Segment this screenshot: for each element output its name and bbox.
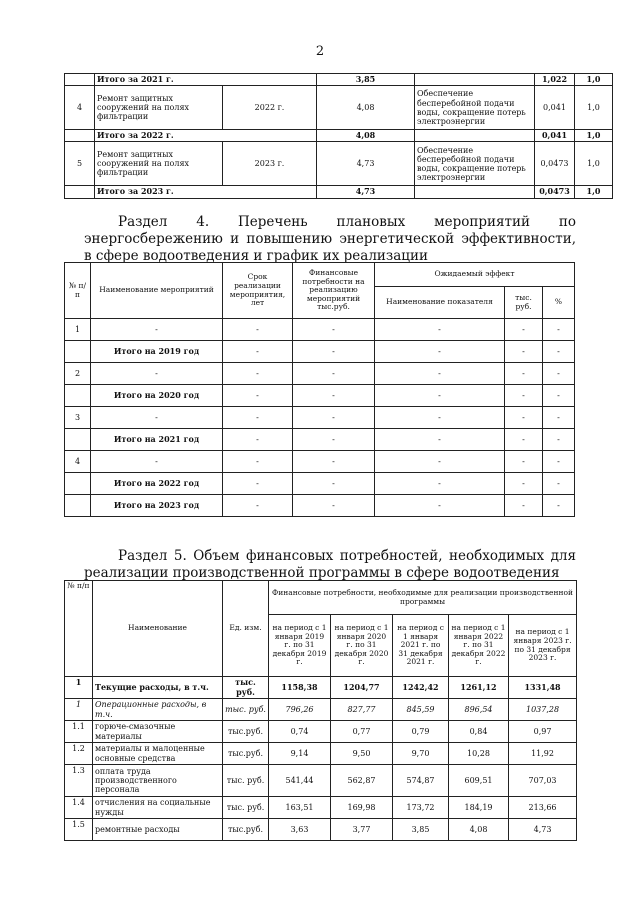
cell-value: - [223,341,293,363]
cell-value: 562,87 [331,765,393,797]
header-thous: тыс. руб. [505,287,543,319]
cell-value: - [375,341,505,363]
cell-value: 163,51 [269,797,331,819]
cell-name: Итого на 2019 год [91,341,223,363]
cell-value: 0,0473 [535,186,575,198]
cell-num: 3 [65,407,91,429]
cell-value: - [293,385,375,407]
cell-value: 9,14 [269,743,331,765]
cell-value: - [223,407,293,429]
cell-num: 1.3 [65,765,93,797]
header-period: Срок реализации мероприятия, лет [223,263,293,319]
cell-cost: 4,73 [317,186,415,198]
events-continuation-table [64,73,613,199]
cell-value: - [543,385,575,407]
cell-total-label: Итого за 2021 г. [95,74,317,86]
cell-name: отчисления на социальные нужды [93,797,223,819]
cell-value: - [293,319,375,341]
cell-value: 3,63 [269,819,331,841]
cell-num: 1.4 [65,797,93,819]
header-name: Наименование мероприятий [91,263,223,319]
cell-value: - [505,473,543,495]
cell-value: - [543,473,575,495]
cell-value: - [223,473,293,495]
cell-value: 9,50 [331,743,393,765]
cell-year: 2022 г. [223,86,317,130]
cell-cost: 4,08 [317,130,415,142]
cell-value: 0,97 [509,721,577,743]
cell-value: - [543,495,575,517]
cell-value: 4,73 [509,819,577,841]
total-row [65,130,613,142]
cell-value: 173,72 [393,797,449,819]
s5-header-num: № п/п [65,581,93,677]
section4-title: Раздел 4. Перечень плановых мероприятий по энергосбережению и повышению энергетической эффективности, в сфере водоотведения и график их реализации [84,214,576,264]
cell-value: 541,44 [269,765,331,797]
cell-value: - [505,429,543,451]
cell-name: - [91,363,223,385]
header-num: № п/п [65,263,91,319]
cell-value: - [293,451,375,473]
cell-value: - [375,319,505,341]
cell-value: 0,0473 [535,142,575,186]
cell-num [65,74,95,86]
cell-value: - [223,319,293,341]
cell-effect: Обеспечение бесперебойной подачи воды, сокращение потерь электроэнергии [415,142,535,186]
cell-value: - [293,495,375,517]
cell-total-label: Итого за 2023 г. [95,186,317,198]
cell-value: 0,84 [449,721,509,743]
cell-unit: тыс.руб. [223,743,269,765]
table-row [65,765,577,797]
cell-value: - [223,363,293,385]
cell-num [65,385,91,407]
table-row [65,721,577,743]
cell-name: - [91,451,223,473]
s5-header-group: Финансовые потребности, необходимые для реализации производственной программы [269,581,577,615]
cell-num [65,473,91,495]
cell-value: - [375,495,505,517]
cell-value: 3,85 [393,819,449,841]
cell-unit: тыс. руб. [223,765,269,797]
table-row [65,363,575,385]
cell-num: 1 [65,319,91,341]
total-row [65,186,613,198]
cell-value: 845,59 [393,699,449,721]
s5-header-name: Наименование [93,581,223,677]
table-row [65,142,613,186]
cell-num [65,429,91,451]
cell-name: Операционные расходы, в т.ч. [93,699,223,721]
section5-table [64,580,577,841]
cell-unit: тыс.руб. [223,721,269,743]
cell-name: - [91,319,223,341]
cell-pct: 1,0 [575,74,613,86]
cell-value: 0,041 [535,130,575,142]
s5-header-unit: Ед. изм. [223,581,269,677]
cell-cost: 4,73 [317,142,415,186]
table-row [65,429,575,451]
cell-pct: 1,0 [575,130,613,142]
cell-num: 5 [65,142,95,186]
cell-value: - [543,407,575,429]
table-row [65,86,613,130]
cell-value: - [375,473,505,495]
cell-value: - [293,341,375,363]
cell-effect [415,130,535,142]
cell-value: - [505,385,543,407]
cell-name: Ремонт защитных сооружений на полях фильтрации [95,142,223,186]
table-row [65,407,575,429]
cell-value: - [293,407,375,429]
cell-value: - [223,451,293,473]
s5-header-period: на период с 1 января 2023 г. по 31 декабря 2023 г. [509,615,577,677]
table-row [65,451,575,473]
cell-year: 2023 г. [223,142,317,186]
header-pct: % [543,287,575,319]
table-row [65,473,575,495]
cell-value: 9,70 [393,743,449,765]
cell-value: - [293,429,375,451]
table-row [65,819,577,841]
table-row [65,341,575,363]
cell-pct: 1,0 [575,86,613,130]
page-number: 2 [315,44,325,59]
cell-value: - [505,407,543,429]
cell-name: - [91,407,223,429]
cell-value: 1,022 [535,74,575,86]
cell-value: 3,77 [331,819,393,841]
cell-value: - [375,363,505,385]
cell-value: 11,92 [509,743,577,765]
cell-name: Итого на 2020 год [91,385,223,407]
s5-header-period: на период с 1 января 2019 г. по 31 декабря 2019 г. [269,615,331,677]
cell-value: - [223,495,293,517]
cell-name: материалы и малоценные основные средства [93,743,223,765]
cell-value: - [375,429,505,451]
cell-effect: Обеспечение бесперебойной подачи воды, сокращение потерь электроэнергии [415,86,535,130]
cell-pct: 1,0 [575,142,613,186]
cell-value: 1158,38 [269,677,331,699]
cell-total-label: Итого за 2022 г. [95,130,317,142]
cell-num: 4 [65,86,95,130]
cell-num: 1.1 [65,721,93,743]
cell-num [65,186,95,198]
s5-header-period: на период с 1 января 2021 г. по 31 декабря 2021 г. [393,615,449,677]
section4-table [64,262,575,517]
cell-effect [415,186,535,198]
cell-value: 0,79 [393,721,449,743]
table-row [65,743,577,765]
cell-cost: 4,08 [317,86,415,130]
table-row [65,677,577,699]
cell-value: 574,87 [393,765,449,797]
cell-value: - [375,385,505,407]
cell-name: ремонтные расходы [93,819,223,841]
cell-value: 707,03 [509,765,577,797]
cell-value: - [223,429,293,451]
cell-value: 169,98 [331,797,393,819]
cell-value: - [543,363,575,385]
section5-title: Раздел 5. Объем финансовых потребностей, необходимых для реализации производственной программы в сфере водоотведения [84,548,576,581]
cell-value: 184,19 [449,797,509,819]
total-row [65,74,613,86]
cell-value: 213,66 [509,797,577,819]
cell-value: - [223,385,293,407]
cell-value: - [543,319,575,341]
cell-num [65,130,95,142]
cell-value: - [543,451,575,473]
cell-value: - [505,363,543,385]
cell-name: Итого на 2021 год [91,429,223,451]
cell-cost: 3,85 [317,74,415,86]
cell-unit: тыс. руб. [223,797,269,819]
cell-value: 1204,77 [331,677,393,699]
cell-num: 1.2 [65,743,93,765]
cell-value: 0,041 [535,86,575,130]
cell-value: - [505,451,543,473]
cell-name: оплата труда производственного персонала [93,765,223,797]
table-row [65,385,575,407]
cell-num: 1.5 [65,819,93,841]
cell-name: Ремонт защитных сооружений на полях фильтрации [95,86,223,130]
header-finance: Финансовые потребности на реализацию мероприятий тыс.руб. [293,263,375,319]
cell-value: - [293,363,375,385]
cell-value: 0,77 [331,721,393,743]
cell-value: - [375,451,505,473]
cell-value: 1331,48 [509,677,577,699]
cell-value: 896,54 [449,699,509,721]
cell-value: 1242,42 [393,677,449,699]
cell-num: 2 [65,363,91,385]
cell-value: 0,74 [269,721,331,743]
cell-value: - [505,341,543,363]
cell-value: - [505,319,543,341]
header-indicator: Наименование показателя [375,287,505,319]
cell-value: - [543,341,575,363]
table-row [65,495,575,517]
table-row [65,699,577,721]
cell-num [65,495,91,517]
cell-name: Итого на 2023 год [91,495,223,517]
cell-value: 1037,28 [509,699,577,721]
cell-name: Текущие расходы, в т.ч. [93,677,223,699]
cell-pct: 1,0 [575,186,613,198]
table-row [65,319,575,341]
cell-value: 1261,12 [449,677,509,699]
cell-value: - [375,407,505,429]
cell-num [65,341,91,363]
cell-num: 4 [65,451,91,473]
cell-value: 796,26 [269,699,331,721]
cell-value: 609,51 [449,765,509,797]
cell-value: - [505,495,543,517]
cell-value: 10,28 [449,743,509,765]
cell-value: 4,08 [449,819,509,841]
cell-value: - [293,473,375,495]
cell-num: 1 [65,699,93,721]
cell-unit: тыс. руб. [223,699,269,721]
cell-value: 827,77 [331,699,393,721]
cell-num: 1 [65,677,93,699]
s5-header-period: на период с 1 января 2020 г. по 31 декабря 2020 г. [331,615,393,677]
s5-header-period: на период с 1 января 2022 г. по 31 декабря 2022 г. [449,615,509,677]
header-effect: Ожидаемый эффект [375,263,575,287]
cell-effect [415,74,535,86]
cell-value: - [543,429,575,451]
cell-unit: тыс. руб. [223,677,269,699]
cell-name: горюче-смазочные материалы [93,721,223,743]
cell-unit: тыс.руб. [223,819,269,841]
cell-name: Итого на 2022 год [91,473,223,495]
table-row [65,797,577,819]
